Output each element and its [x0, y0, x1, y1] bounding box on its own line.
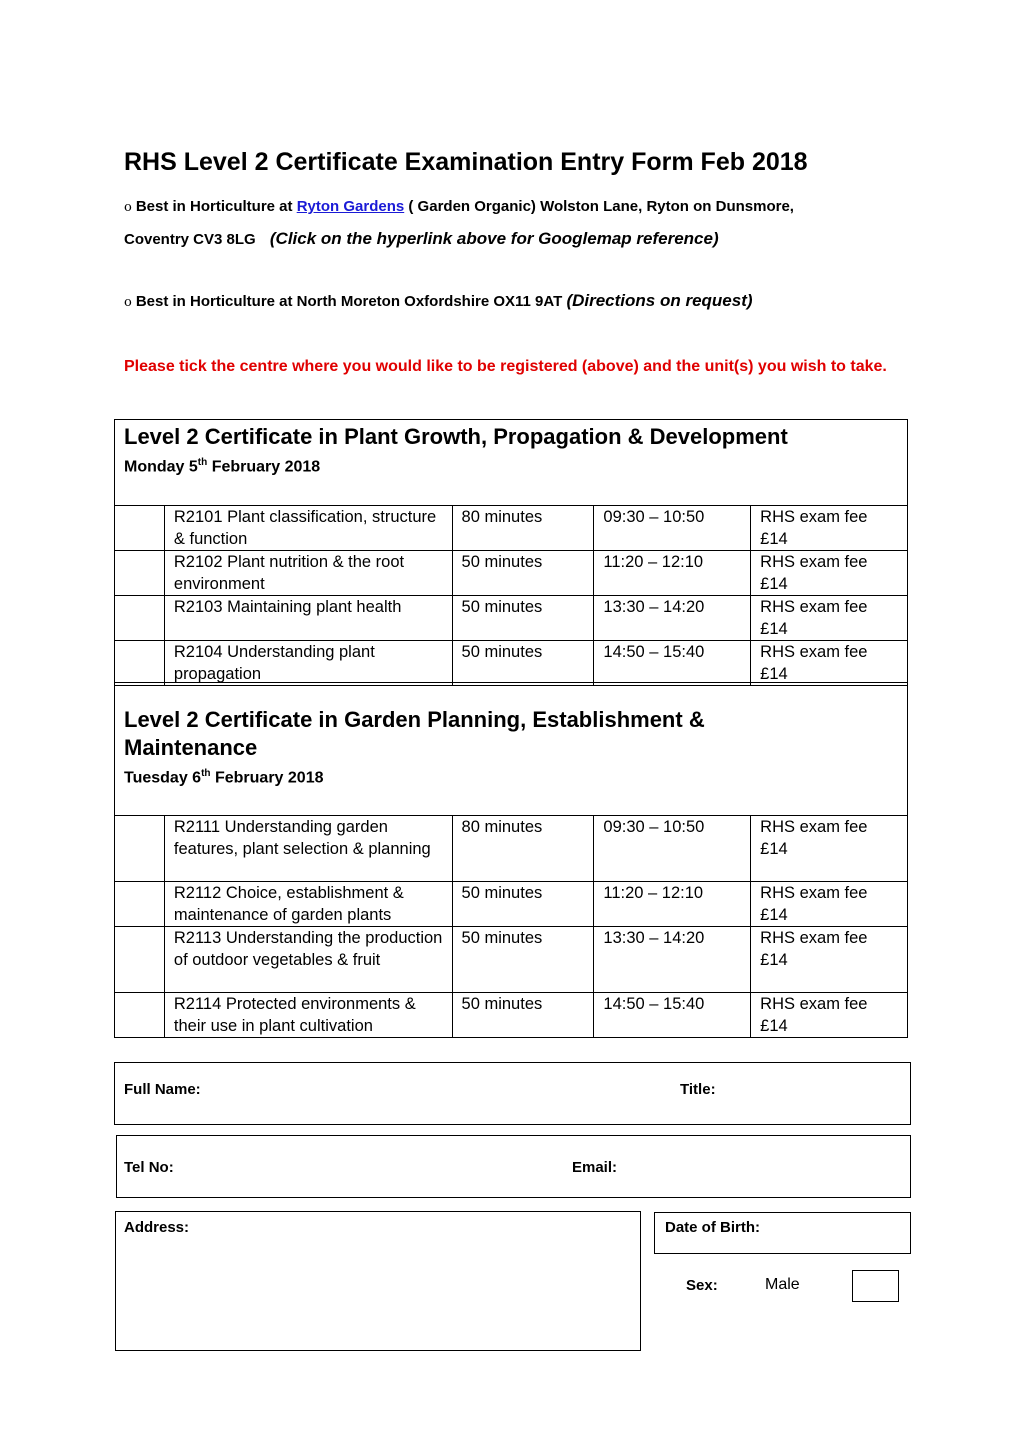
unit-tick-box[interactable]: [115, 993, 165, 1038]
unit-row: [115, 993, 908, 1038]
unit-time: 14:50 – 15:40: [594, 993, 751, 1038]
venue-directions-note: (Directions on request): [566, 291, 753, 310]
venue-postcode: Coventry CV3 8LG: [124, 231, 256, 248]
unit-unit: R2104 Understanding plant propagation: [164, 641, 452, 686]
address-box[interactable]: [115, 1211, 641, 1351]
venue-address: ( Garden Organic) Wolston Lane, Ryton on Dunsmore,: [408, 198, 794, 215]
unit-fee: RHS exam fee £14: [751, 596, 908, 641]
unit-row: [115, 882, 908, 927]
unit-tick-box[interactable]: [115, 641, 165, 686]
full-name-label: Full Name:: [124, 1081, 201, 1098]
date-of-birth-label: Date of Birth:: [665, 1219, 760, 1236]
email-label: Email:: [572, 1159, 618, 1176]
sex-male-checkbox[interactable]: [852, 1270, 899, 1302]
unit-tick-box[interactable]: [115, 596, 165, 641]
exam-date: Monday 5th February 2018: [124, 457, 321, 476]
unit-duration: 80 minutes: [452, 816, 594, 882]
unit-time: 13:30 – 14:20: [594, 596, 751, 641]
section-heading: Level 2 Certificate in Garden Planning, Establishment & Maintenance: [124, 707, 705, 760]
unit-unit: R2102 Plant nutrition & the root environment: [164, 551, 452, 596]
unit-fee: RHS exam fee £14: [751, 927, 908, 993]
section-heading: Level 2 Certificate in Plant Growth, Propagation & Development: [124, 424, 788, 449]
unit-duration: 80 minutes: [452, 506, 594, 551]
unit-tick-box[interactable]: [115, 882, 165, 927]
unit-row: [115, 816, 908, 882]
unit-row: [115, 506, 908, 551]
registration-notice: Please tick the centre where you would like to be registered (above) and the unit(s) you wish to take.: [124, 358, 887, 375]
title-label: Title:: [680, 1081, 716, 1098]
unit-time: 11:20 – 12:10: [594, 551, 751, 596]
units-table-2: [114, 815, 908, 1038]
unit-time: 09:30 – 10:50: [594, 506, 751, 551]
exam-date: Tuesday 6th February 2018: [124, 768, 324, 787]
unit-tick-box[interactable]: [115, 816, 165, 882]
unit-fee: RHS exam fee £14: [751, 551, 908, 596]
unit-fee: RHS exam fee £14: [751, 882, 908, 927]
unit-row: [115, 596, 908, 641]
venue-option-north-moreton[interactable]: [124, 291, 753, 311]
address-label: Address:: [124, 1219, 190, 1236]
unit-row: [115, 927, 908, 993]
unit-unit: R2114 Protected environments & their use in plant cultivation: [164, 993, 452, 1038]
unit-duration: 50 minutes: [452, 641, 594, 686]
unit-row: [115, 551, 908, 596]
unit-time: 14:50 – 15:40: [594, 641, 751, 686]
unit-duration: 50 minutes: [452, 596, 594, 641]
unit-duration: 50 minutes: [452, 882, 594, 927]
ryton-gardens-link[interactable]: Ryton Gardens: [296, 198, 405, 215]
venue-text: Best in Horticulture at North Moreton Oxfordshire OX11 9AT: [135, 293, 563, 310]
units-table-1: [114, 505, 908, 686]
unit-time: 11:20 – 12:10: [594, 882, 751, 927]
unit-tick-box[interactable]: [115, 551, 165, 596]
venue-prefix: Best in Horticulture at: [135, 198, 293, 215]
section-plant-growth: [114, 419, 908, 505]
unit-tick-box[interactable]: [115, 927, 165, 993]
unit-unit: R2112 Choice, establishment & maintenance of garden plants: [164, 882, 452, 927]
unit-fee: RHS exam fee £14: [751, 993, 908, 1038]
tel-label: Tel No:: [124, 1159, 174, 1176]
unit-row: [115, 641, 908, 686]
unit-duration: 50 minutes: [452, 551, 594, 596]
sex-label: Sex:: [686, 1277, 718, 1294]
unit-unit: R2113 Understanding the production of outdoor vegetables & fruit: [164, 927, 452, 993]
unit-unit: R2103 Maintaining plant health: [164, 596, 452, 641]
date-of-birth-box[interactable]: [654, 1212, 911, 1254]
unit-unit: R2111 Understanding garden features, plant selection & planning: [164, 816, 452, 882]
unit-fee: RHS exam fee £14: [751, 506, 908, 551]
full-name-box[interactable]: [114, 1062, 911, 1125]
venue-bullet: o: [124, 200, 132, 215]
unit-duration: 50 minutes: [452, 927, 594, 993]
unit-unit: R2101 Plant classification, structure & function: [164, 506, 452, 551]
unit-duration: 50 minutes: [452, 993, 594, 1038]
sex-option-male: Male: [765, 1276, 800, 1293]
venue-option-ryton[interactable]: [124, 198, 794, 215]
unit-time: 13:30 – 14:20: [594, 927, 751, 993]
section-garden-planning: [114, 682, 908, 816]
unit-tick-box[interactable]: [115, 506, 165, 551]
contact-box[interactable]: [116, 1135, 911, 1198]
unit-fee: RHS exam fee £14: [751, 641, 908, 686]
unit-time: 09:30 – 10:50: [594, 816, 751, 882]
venue-bullet: o: [124, 295, 132, 310]
unit-fee: RHS exam fee £14: [751, 816, 908, 882]
page-title: RHS Level 2 Certificate Examination Entry Form Feb 2018: [124, 148, 808, 176]
venue-map-note: (Click on the hyperlink above for Googlemap reference): [269, 229, 719, 248]
venue-address-line2: [124, 229, 719, 249]
